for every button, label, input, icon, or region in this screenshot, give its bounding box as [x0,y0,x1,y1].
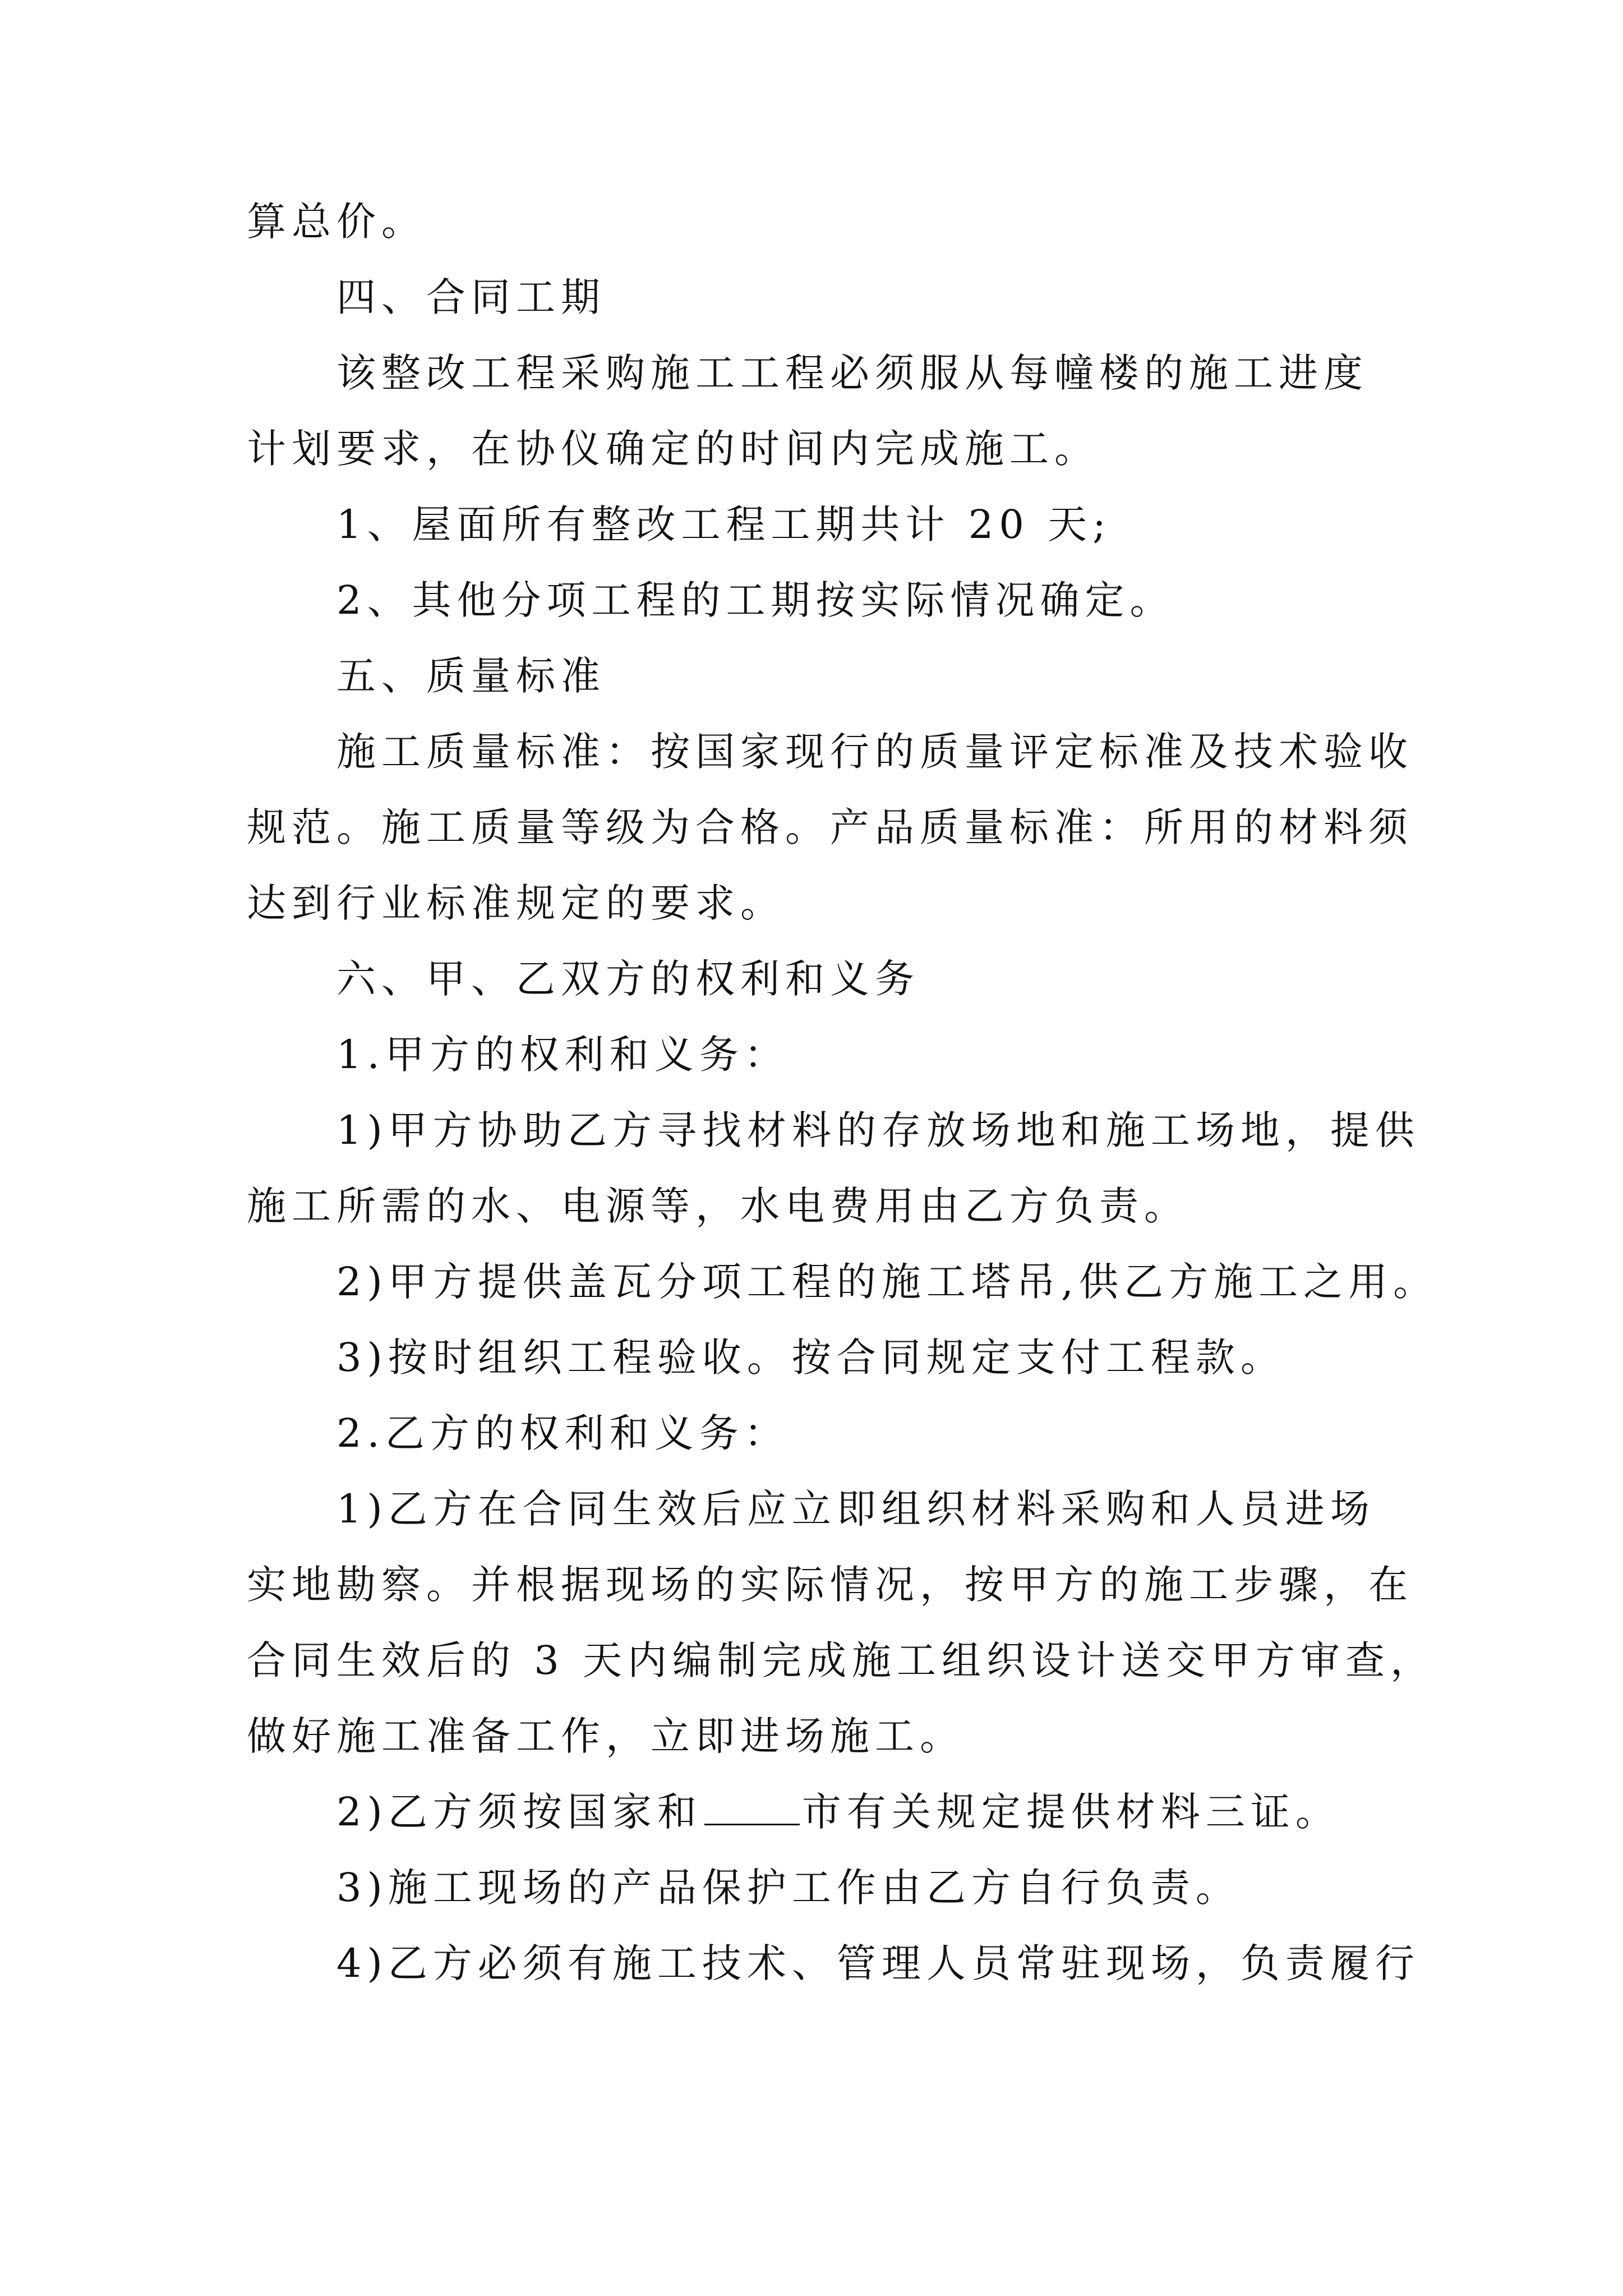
text-line: 1、屋面所有整改工程工期共计 20 天; [336,501,1112,547]
subsection-heading-party-a: 1.甲方的权利和义务： [336,1032,789,1078]
text-line: 1)乙方在合同生效后应立即组织材料采购和人员进场 [336,1486,1375,1532]
text-line: 施工所需的水、电源等，水电费用由乙方负责。 [247,1183,1189,1229]
text-line-with-blank [336,1784,1340,1840]
section-heading-rights-obligations: 六、甲、乙双方的权利和义务 [336,956,920,1002]
text-line: 该整改工程采购施工工程必须服从每幢楼的施工进度 [336,350,1368,396]
text-line: 1)甲方协助乙方寻找材料的存放场地和施工场地，提供 [336,1107,1420,1153]
text-segment: 2)乙方须按国家和 [336,1789,702,1835]
text-line: 4)乙方必须有施工技术、管理人员常驻现场，负责履行 [336,1940,1420,1986]
text-segment: 市有关规定提供材料三证。 [801,1789,1340,1835]
fill-in-blank [704,1784,800,1825]
text-line: 实地勘察。并根据现场的实际情况，按甲方的施工步骤，在 [247,1562,1413,1608]
text-line: 做好施工准备工作，立即进场施工。 [247,1713,965,1759]
text-line: 3)施工现场的产品保护工作由乙方自行负责。 [336,1865,1241,1911]
section-heading-contract-period: 四、合同工期 [336,274,606,320]
text-line: 2)甲方提供盖瓦分项工程的施工塔吊,供乙方施工之用。 [336,1259,1438,1305]
text-line: 3)按时组织工程验收。按合同规定支付工程款。 [336,1335,1285,1381]
text-line: 施工质量标准：按国家现行的质量评定标准及技术验收 [336,729,1413,775]
subsection-heading-party-b: 2.乙方的权利和义务： [336,1410,789,1456]
text-line: 达到行业标准规定的要求。 [247,880,785,926]
text-line: 合同生效后的 3 天内编制完成施工组织设计送交甲方审查， [247,1637,1436,1683]
text-line: 规范。施工质量等级为合格。产品质量标准：所用的材料须 [247,804,1413,850]
text-line: 计划要求，在协仪确定的时间内完成施工。 [247,426,1099,472]
text-line: 算总价。 [247,199,426,245]
text-line: 2、其他分项工程的工期按实际情况确定。 [336,577,1175,623]
section-heading-quality-standard: 五、质量标准 [336,653,606,699]
